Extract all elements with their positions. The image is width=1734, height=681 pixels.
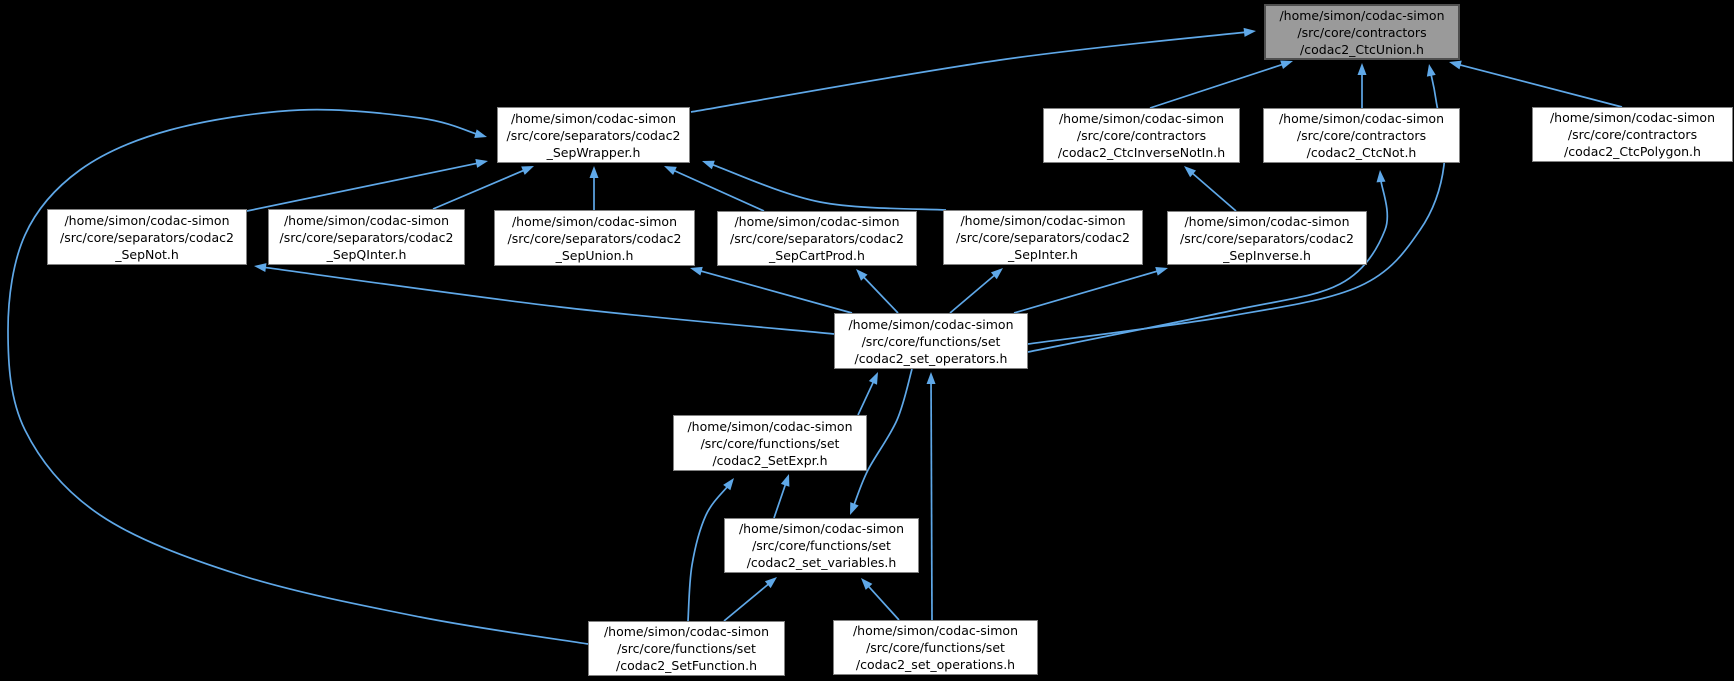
node-label-line: /codac2_CtcPolygon.h (1564, 144, 1701, 159)
node-sep_union[interactable] (494, 210, 695, 266)
node-label-line: /src/core/functions/set (861, 333, 1001, 349)
node-label-line: /home/simon/codac-simon (1279, 7, 1445, 23)
node-ctc_inverse_notin[interactable] (1043, 108, 1240, 163)
node-label-line: /home/simon/codac-simon (511, 213, 678, 229)
node-label-line: /codac2_set_variables.h (746, 555, 897, 570)
node-ctc_not[interactable] (1263, 108, 1460, 163)
node-label-line: /src/core/contractors (1076, 128, 1207, 143)
node-label-line: _SepInverse.h (1223, 247, 1311, 263)
node-label-line: _SepCartProd.h (769, 248, 865, 263)
node-sep_inter[interactable] (943, 210, 1143, 265)
node-label-line: /codac2_set_operations.h (855, 657, 1016, 672)
node-label-line: /src/core/separators/codac2 (60, 229, 234, 245)
node-label-line: /src/core/separators/codac2 (730, 231, 904, 246)
node-label-line: _SepWrapper.h (546, 144, 641, 160)
node-label-line: /home/simon/codac-simon (64, 212, 230, 228)
node-label-line: /home/simon/codac-simon (960, 213, 1126, 228)
node-label-line: /home/simon/codac-simon (687, 418, 853, 434)
node-label-line: /src/core/contractors (1567, 127, 1698, 142)
node-label-line: /src/core/separators/codac2 (506, 127, 681, 143)
node-set_variables[interactable] (724, 518, 919, 573)
node-label-line: /src/core/functions/set (866, 640, 1005, 655)
node-label-line: /home/simon/codac-simon (1184, 213, 1350, 229)
node-label-line: /src/core/functions/set (700, 435, 840, 451)
node-label-line: _SepQInter.h (326, 246, 407, 262)
node-label-line: /codac2_CtcNot.h (1306, 145, 1417, 160)
node-label-line: /home/simon/codac-simon (738, 521, 905, 536)
node-sep_qinter[interactable] (268, 209, 465, 265)
node-label-line: /src/core/separators/codac2 (956, 230, 1130, 245)
node-label-line: /src/core/separators/codac2 (279, 229, 454, 245)
node-label-line: _SepInter.h (1008, 247, 1078, 262)
node-label-line: _SepNot.h (115, 246, 179, 262)
node-label-line: /home/simon/codac-simon (1549, 110, 1716, 125)
node-sep_not[interactable] (47, 209, 247, 265)
node-ctc_polygon[interactable] (1532, 107, 1733, 162)
node-ctc_union[interactable] (1264, 4, 1460, 60)
node-label-line: /codac2_CtcUnion.h (1300, 41, 1424, 57)
node-label-line: /home/simon/codac-simon (734, 214, 900, 229)
node-label-line: /src/core/functions/set (617, 641, 756, 656)
node-label-line: /src/core/functions/set (752, 538, 891, 553)
node-label-line: /codac2_SetFunction.h (616, 658, 757, 673)
node-sep_wrapper[interactable] (497, 107, 690, 163)
node-label-line: /home/simon/codac-simon (1278, 111, 1445, 126)
node-label-line: /src/core/separators/codac2 (1180, 230, 1354, 246)
node-label-line: /home/simon/codac-simon (1058, 111, 1225, 126)
node-set_function[interactable] (588, 621, 785, 676)
node-sep_inverse[interactable] (1167, 211, 1367, 265)
node-sep_cartprod[interactable] (717, 211, 917, 266)
node-label-line: /codac2_SetExpr.h (712, 452, 828, 468)
node-set_operators[interactable] (834, 313, 1028, 369)
node-label-line: _SepUnion.h (555, 247, 634, 263)
node-label-line: /home/simon/codac-simon (510, 110, 677, 126)
node-label-line: /home/simon/codac-simon (852, 623, 1019, 638)
node-label-line: /codac2_set_operators.h (854, 350, 1008, 366)
node-label-line: /src/core/separators/codac2 (507, 230, 682, 246)
node-label-line: /home/simon/codac-simon (603, 624, 770, 639)
node-label-line: /home/simon/codac-simon (283, 212, 450, 228)
node-set_expr[interactable] (673, 415, 867, 471)
node-label-line: /codac2_CtcInverseNotIn.h (1057, 145, 1226, 160)
node-label-line: /src/core/contractors (1296, 128, 1427, 143)
node-set_operations[interactable] (833, 620, 1038, 675)
node-label-line: /home/simon/codac-simon (848, 316, 1014, 332)
node-label-line: /src/core/contractors (1297, 24, 1427, 40)
